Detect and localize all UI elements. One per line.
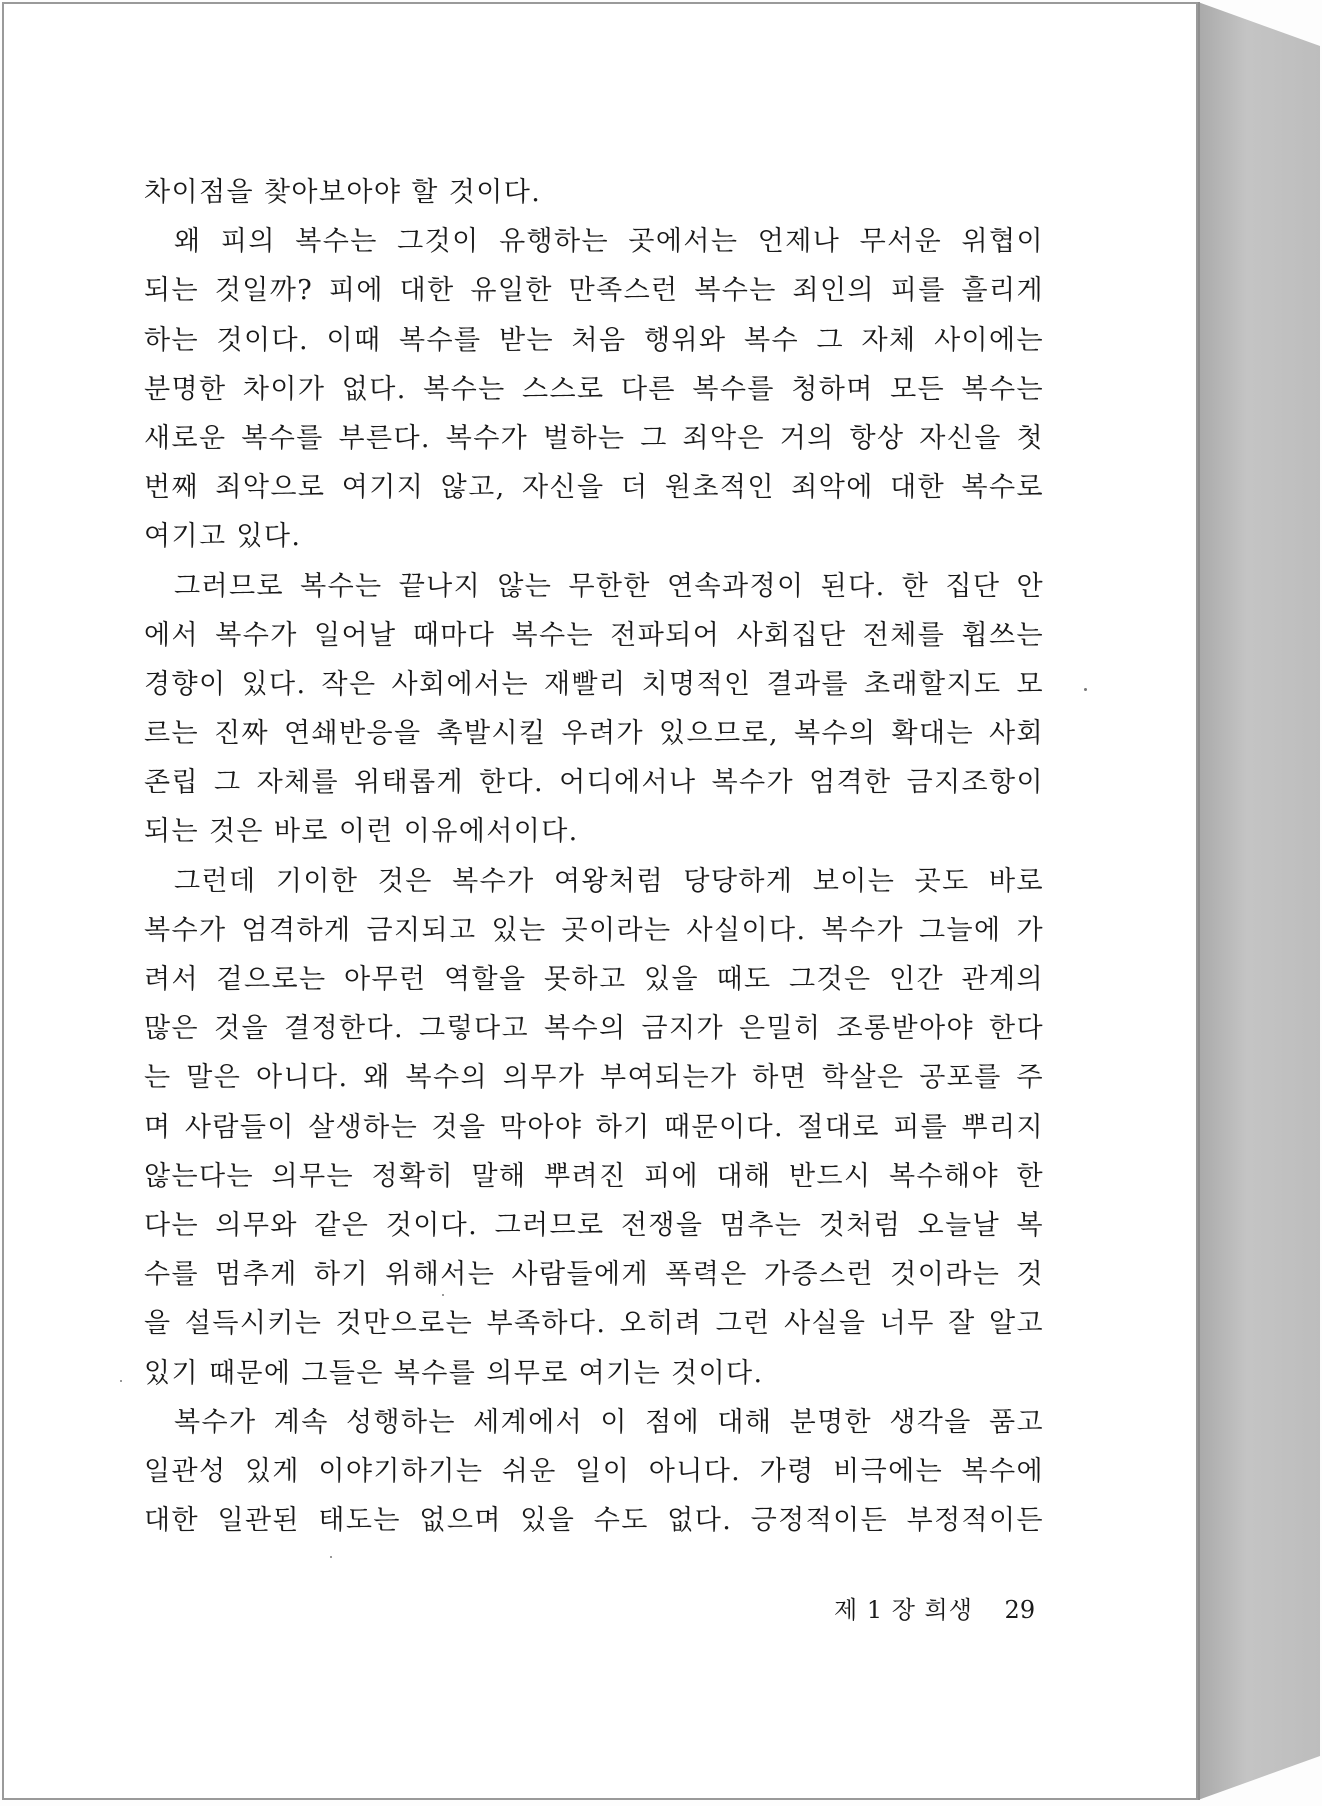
- scan-speck: [120, 1380, 122, 1382]
- text-line: 며 사람들이 살생하는 것을 막아야 하기 때문이다. 절대로 피를 뿌리지: [144, 1111, 1044, 1143]
- scan-speck: [330, 1556, 332, 1558]
- book-page: [2, 2, 1198, 1800]
- text-line: 있기 때문에 그들은 복수를 의무로 여기는 것이다.: [144, 1357, 764, 1389]
- text-line: 그런데 기이한 것은 복수가 여왕처럼 당당하게 보이는 곳도 바로: [174, 865, 1044, 897]
- text-line: 다는 의무와 같은 것이다. 그러므로 전쟁을 멈추는 것처럼 오늘날 복: [144, 1209, 1044, 1241]
- text-line: 일관성 있게 이야기하기는 쉬운 일이 아니다. 가령 비극에는 복수에: [144, 1455, 1044, 1487]
- text-line: 경향이 있다. 작은 사회에서는 재빨리 치명적인 결과를 초래할지도 모: [144, 668, 1044, 700]
- page-number: 29: [1004, 1596, 1036, 1624]
- text-line: 대한 일관된 태도는 없으며 있을 수도 없다. 긍정적이든 부정적이든: [144, 1505, 1044, 1537]
- text-line: 하는 것이다. 이때 복수를 받는 처음 행위와 복수 그 자체 사이에는: [144, 324, 1044, 356]
- text-line: 되는 것일까? 피에 대한 유일한 만족스런 복수는 죄인의 피를 흘리게: [144, 275, 1044, 307]
- text-line: 여기고 있다.: [144, 521, 302, 553]
- text-line: 새로운 복수를 부른다. 복수가 벌하는 그 죄악은 거의 항상 자신을 첫: [144, 422, 1044, 454]
- page-footer: [834, 1590, 1035, 1625]
- text-line: 복수가 계속 성행하는 세계에서 이 점에 대해 분명한 생각을 품고: [174, 1406, 1044, 1438]
- body-text: [144, 168, 1044, 1545]
- text-line: 에서 복수가 일어날 때마다 복수는 전파되어 사회집단 전체를 휩쓰는: [144, 619, 1044, 651]
- text-line: 르는 진짜 연쇄반응을 촉발시킬 우려가 있으므로, 복수의 확대는 사회: [144, 718, 1044, 750]
- text-line: 되는 것은 바로 이런 이유에서이다.: [144, 816, 579, 848]
- text-line: 존립 그 자체를 위태롭게 한다. 어디에서나 복수가 엄격한 금지조항이: [144, 767, 1044, 799]
- text-line: 않는다는 의무는 정확히 말해 뿌려진 피에 대해 반드시 복수해야 한: [144, 1160, 1044, 1192]
- page-edge-line: [1198, 2, 1200, 1800]
- text-line: 차이점을 찾아보아야 할 것이다.: [144, 177, 542, 208]
- scan-speck: [442, 1294, 444, 1296]
- book-edge-shading: [1198, 2, 1320, 1800]
- text-line: 번째 죄악으로 여기지 않고, 자신을 더 원초적인 죄악에 대한 복수로: [144, 472, 1044, 504]
- text-line: 는 말은 아니다. 왜 복수의 의무가 부여되는가 하면 학살은 공포를 주: [144, 1062, 1044, 1094]
- text-line: 복수가 엄격하게 금지되고 있는 곳이라는 사실이다. 복수가 그늘에 가: [144, 914, 1044, 946]
- chapter-title: 제 1 장 희생: [834, 1596, 973, 1624]
- text-line: 을 설득시키는 것만으로는 부족하다. 오히려 그런 사실을 너무 잘 알고: [144, 1308, 1044, 1340]
- text-line: 왜 피의 복수는 그것이 유행하는 곳에서는 언제나 무서운 위협이: [174, 226, 1044, 258]
- text-line: 그러므로 복수는 끝나지 않는 무한한 연속과정이 된다. 한 집단 안: [174, 570, 1044, 602]
- text-line: 려서 겉으로는 아무런 역할을 못하고 있을 때도 그것은 인간 관계의: [144, 964, 1044, 995]
- text-line: 분명한 차이가 없다. 복수는 스스로 다른 복수를 청하며 모든 복수는: [144, 373, 1044, 405]
- text-line: 많은 것을 결정한다. 그렇다고 복수의 금지가 은밀히 조롱받아야 한다: [144, 1013, 1044, 1045]
- text-line: 수를 멈추게 하기 위해서는 사람들에게 폭력은 가증스런 것이라는 것: [144, 1259, 1044, 1291]
- scan-speck: [1084, 688, 1087, 691]
